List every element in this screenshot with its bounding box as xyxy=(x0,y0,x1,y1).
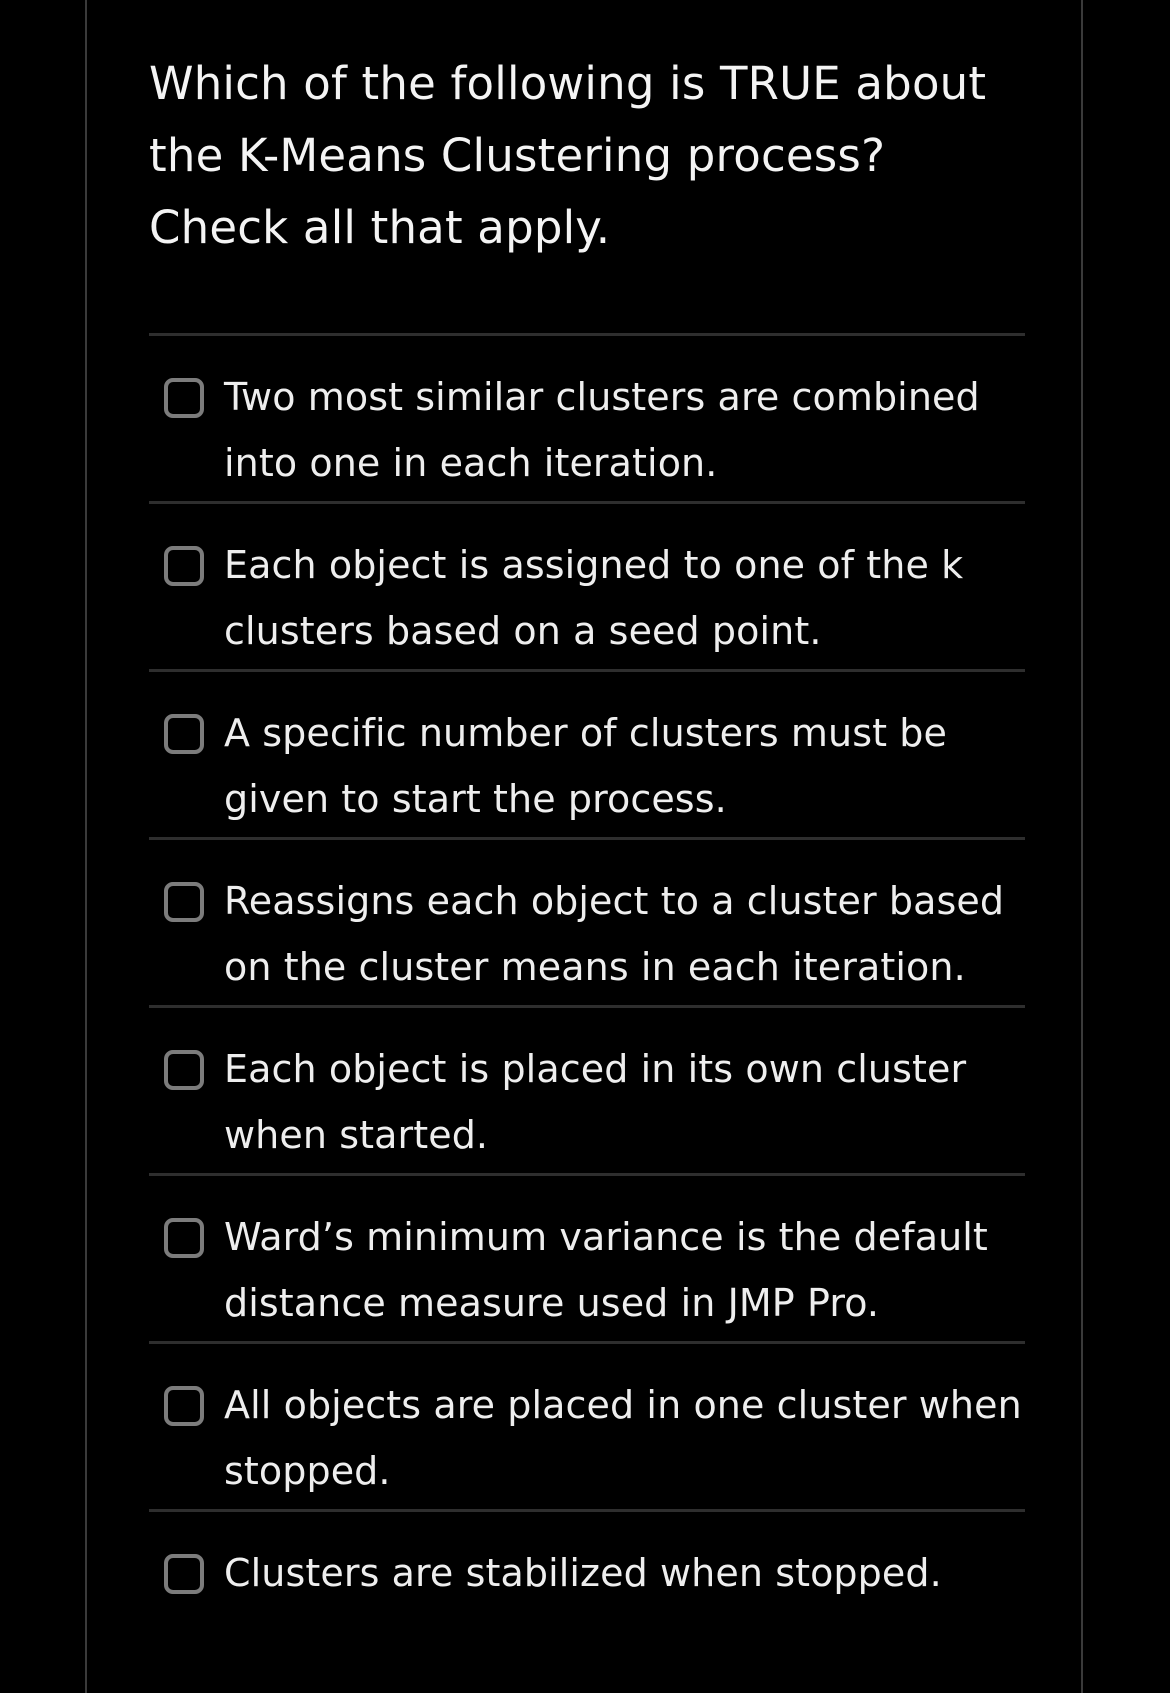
answer-option-label-7: All objects are placed in one cluster when stopped. xyxy=(224,1383,1022,1493)
answer-option-label-4: Reassigns each object to a cluster based on the cluster means in each iteration. xyxy=(224,879,1005,989)
answer-option-label-6: Ward’s minimum variance is the default distance measure used in JMP Pro. xyxy=(224,1215,988,1325)
answer-option-5[interactable] xyxy=(149,1008,1025,1176)
checkbox-4[interactable] xyxy=(164,882,204,922)
checkbox-8[interactable] xyxy=(164,1554,204,1594)
answer-option-label-3: A specific number of clusters must be given to start the process. xyxy=(224,711,948,821)
answer-option-2[interactable] xyxy=(149,504,1025,672)
checkbox-5[interactable] xyxy=(164,1050,204,1090)
answer-option-label-8: Clusters are stabilized when stopped. xyxy=(224,1551,942,1595)
answer-option-6[interactable] xyxy=(149,1176,1025,1344)
question-panel xyxy=(85,0,1083,1693)
answer-option-label-1: Two most similar clusters are combined into one in each iteration. xyxy=(224,375,980,485)
answer-option-4[interactable] xyxy=(149,840,1025,1008)
checkbox-1[interactable] xyxy=(164,378,204,418)
answer-option-1[interactable] xyxy=(149,336,1025,504)
answer-option-7[interactable] xyxy=(149,1344,1025,1512)
checkbox-3[interactable] xyxy=(164,714,204,754)
question-text: Which of the following is TRUE about the K-Means Clustering process? Check all that apply. xyxy=(149,57,987,254)
checkbox-6[interactable] xyxy=(164,1218,204,1258)
answer-option-8[interactable] xyxy=(149,1512,1025,1680)
checkbox-7[interactable] xyxy=(164,1386,204,1426)
checkbox-2[interactable] xyxy=(164,546,204,586)
answer-option-label-2: Each object is assigned to one of the k clusters based on a seed point. xyxy=(224,543,964,653)
answer-option-3[interactable] xyxy=(149,672,1025,840)
answer-options-list xyxy=(149,333,1025,1680)
answer-option-label-5: Each object is placed in its own cluster when started. xyxy=(224,1047,967,1157)
